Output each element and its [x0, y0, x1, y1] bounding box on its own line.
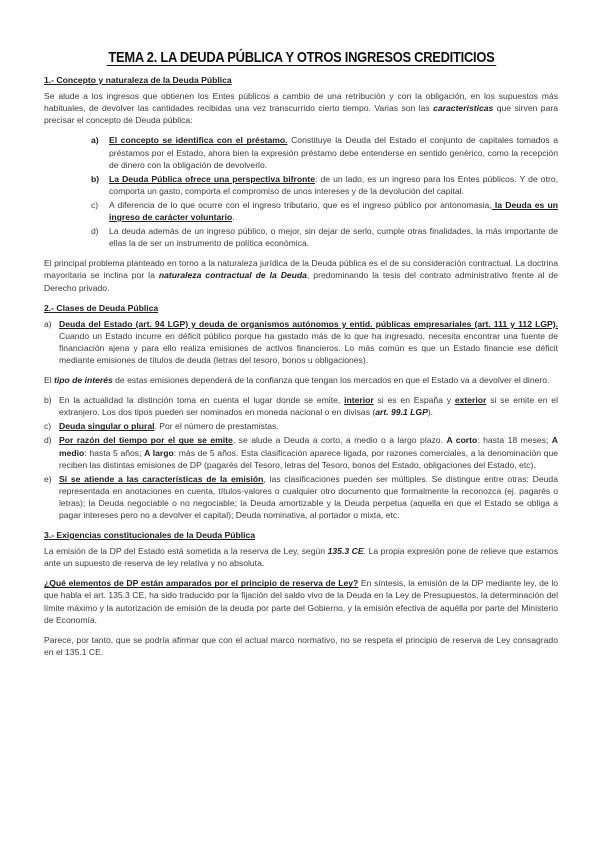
title-wrap [44, 49, 558, 66]
item-c-text: A diferencia de lo que ocurre con el ingreso tributario, que es el ingreso público por antonomasia, [109, 199, 492, 210]
class-e-text: , las clasificaciones pueden ser múltiples. Se distingue entre otras: Deuda representada en anotaciones en cuenta, títulos-valores o cualquier otro documento que formalmente la reconozca (ej. pagarés o letras); la Deuda negociable o no negociable; la Deuda amortizable y la Deuda perpetua (aquella en que el Estado se obliga a pagar intereses pero no a devolver el capital); Deuda nominativa, al portador o mixta, etc. [59, 473, 558, 520]
class-e-bold: Si se atiende a las características de la emisión [59, 473, 264, 484]
p2-text-a: El principal problema planteado en torno a la naturaleza jurídica de la Deuda pública es el de su consideración contractual. La doctrina mayoritaria se inclina por la [44, 258, 558, 281]
class-d-text-3: : hasta 5 años; [84, 447, 145, 458]
class-item-a [44, 318, 558, 366]
class-d-medio: A medio [59, 435, 559, 458]
interest-emphasis: tipo de interés [54, 375, 113, 386]
class-d-bold: Por razón del tiempo por el que se emite [59, 435, 233, 446]
s3-p2-question: ¿Qué elementos de DP están amparados por el principio de reserva de Ley? [44, 578, 359, 589]
marker-d: d) [91, 226, 99, 237]
list-item-b [44, 173, 558, 197]
section-2-heading: 2.- Clases de Deuda Pública [44, 302, 159, 313]
class-marker-b: b) [44, 395, 52, 406]
item-a-bold: El concepto se identifica con el préstamo. [109, 135, 288, 146]
section-3-paragraph-3: Parece, por tanto, que se podría afirmar que con el actual marco normativo, no se respeta el principio de reserva de Ley consagrado en el 135.1 CE. [44, 634, 558, 657]
item-b-bold: La Deuda Pública ofrece una perspectiva bifronte [109, 173, 316, 184]
class-b-text-4: ). [427, 407, 434, 418]
document-title: TEMA 2. LA DEUDA PÚBLICA Y OTROS INGRESOS CREDITICIOS [107, 49, 495, 66]
class-a-text: Cuando un Estado incurre en déficit público porque ha gastado más de lo que ha ingresado, necesita encontrar una fuente de financiación ajena y para ello realiza emisiones de activos financieros. Lo más común es que un Estado financie ese déficit mediante emisiones de títulos de deuda (letras del tesoro, bonos u obligaciones). [59, 330, 558, 365]
class-b-text-1: En la actualidad la distinción toma en cuenta el lugar donde se emite, [59, 395, 345, 406]
class-marker-e: e) [44, 473, 52, 484]
class-b-article: art. 99.1 LGP [375, 407, 428, 418]
list-item-d [44, 225, 558, 249]
class-marker-c: c) [44, 421, 52, 432]
item-b-text: : de un lado, es un ingreso para los Entes públicos. Y de otro, comporta un gasto, comporta el compromiso de unos intereses y de la devolución del capital. [109, 173, 558, 196]
class-item-d [44, 434, 558, 470]
class-d-largo: A largo [144, 447, 174, 458]
s3-p1-article: 135.3 CE [327, 546, 364, 557]
interest-text-c: de estas emisiones dependerá de la confianza que tengan los mercados en que el Estado va a devolver el dinero. [112, 375, 550, 386]
section-3-paragraph-1 [44, 545, 558, 569]
s3-p1-text-c: . La propia expresión pone de relieve que estamos ante un supuesto de reserva de ley relativa y no absoluta. [44, 546, 558, 569]
class-c-bold: Deuda singular o plural [59, 421, 155, 432]
section-3-paragraph-2 [44, 577, 558, 625]
class-item-c [44, 420, 558, 432]
section-1-heading: 1.- Concepto y naturaleza de la Deuda Pública [44, 75, 232, 86]
class-d-text-1: , se alude a Deuda a corto, a medio o a largo plazo. [232, 435, 447, 446]
class-d-text-4: : más de 5 años. Esta clasificación aparece ligada, por razones comerciales, a la denominación que reciben las distintas emisiones de DP (pagarés del Tesoro, letras del Tesoro, bonos del Estado, obligaciones del Estado, etc). [59, 447, 558, 470]
class-item-b [44, 394, 558, 418]
marker-c: c) [91, 199, 99, 210]
interest-paragraph [44, 374, 558, 386]
class-b-exterior: exterior [454, 395, 487, 406]
p2-text-c: , predominando la tesis del contrato administrativo frente al de Derecho privado. [44, 270, 559, 293]
s3-p1-text-a: La emisión de la DP del Estado está sometida a la reserva de Ley, según [44, 546, 328, 557]
section-1-intro [44, 90, 558, 126]
class-b-text-2: si es en España y [373, 395, 455, 406]
classes-list-b [44, 394, 558, 521]
list-item-c [44, 199, 558, 223]
list-item-a [44, 134, 558, 170]
class-b-text-3: si se emite en el extranjero. Los dos tipos pueden ser nominados en moneda nacional o en divisas ( [59, 395, 558, 418]
class-marker-a: a) [44, 318, 52, 329]
class-marker-d: d) [44, 435, 52, 446]
intro-text-c: que sirven para precisar el concepto de Deuda pública: [44, 103, 558, 126]
item-c-bold: la Deuda es un ingreso de carácter voluntario [109, 199, 558, 223]
class-item-e [44, 473, 558, 521]
item-c-text-end: . [232, 212, 235, 223]
class-d-corto: A corto [446, 435, 478, 446]
marker-a: a) [91, 135, 99, 146]
class-d-text-2: : hasta 18 meses; [477, 435, 552, 446]
class-c-text: . Por el número de prestamistas. [154, 421, 279, 432]
p2-emphasis: naturaleza contractual de la Deuda [158, 270, 307, 281]
item-a-text: Constituye la Deuda del Estado el conjunto de capitales tomados a préstamos por el Estado, ahora bien la expresión préstamo debe entenderse en sentido genérico, como la recepción de dinero con la obligación de devolverlo. [109, 135, 559, 170]
interest-text-a: El [44, 375, 55, 386]
marker-b: b) [91, 173, 100, 184]
class-a-bold: Deuda del Estado (art. 94 LGP) y deuda de organismos autónomos y entid. públicas empresariales (art. 111 y 112 LGP). [59, 318, 558, 329]
intro-emphasis: características [433, 103, 494, 114]
s3-p2-text: En síntesis, la emisión de la DP mediante ley, de lo que habla el art. 135.3 CE, ha sido traducido por la fijación del saldo vivo de la Deuda en la Ley de Presupuestos, la determinación del límite máximo y la autorización de emisión de la deuda por parte del Gobierno, y la emisión efectiva de aquélla por parte del Ministerio de Economía. [44, 578, 559, 625]
class-b-interior: interior [344, 395, 374, 406]
section-1-paragraph-2 [44, 257, 558, 293]
document-page [44, 49, 559, 666]
classes-list-a [44, 318, 558, 366]
characteristics-list [44, 134, 558, 249]
item-d-text: La deuda además de un ingreso público, o mejor, sin dejar de serlo, cumple otras finalidades, la más importante de ellas la de ser un instrumento de política económica. [109, 226, 558, 249]
intro-text-a: Se alude a los ingresos que obtienen los Entes públicos a cambio de una retribución y con la obligación, en los supuestos más habituales, de devolver las cantidades recibidas una vez transcurrido cierto tiempo. Varias son las [44, 91, 558, 114]
section-3-heading: 3.- Exigencias constitucionales de la Deuda Pública [44, 530, 256, 541]
